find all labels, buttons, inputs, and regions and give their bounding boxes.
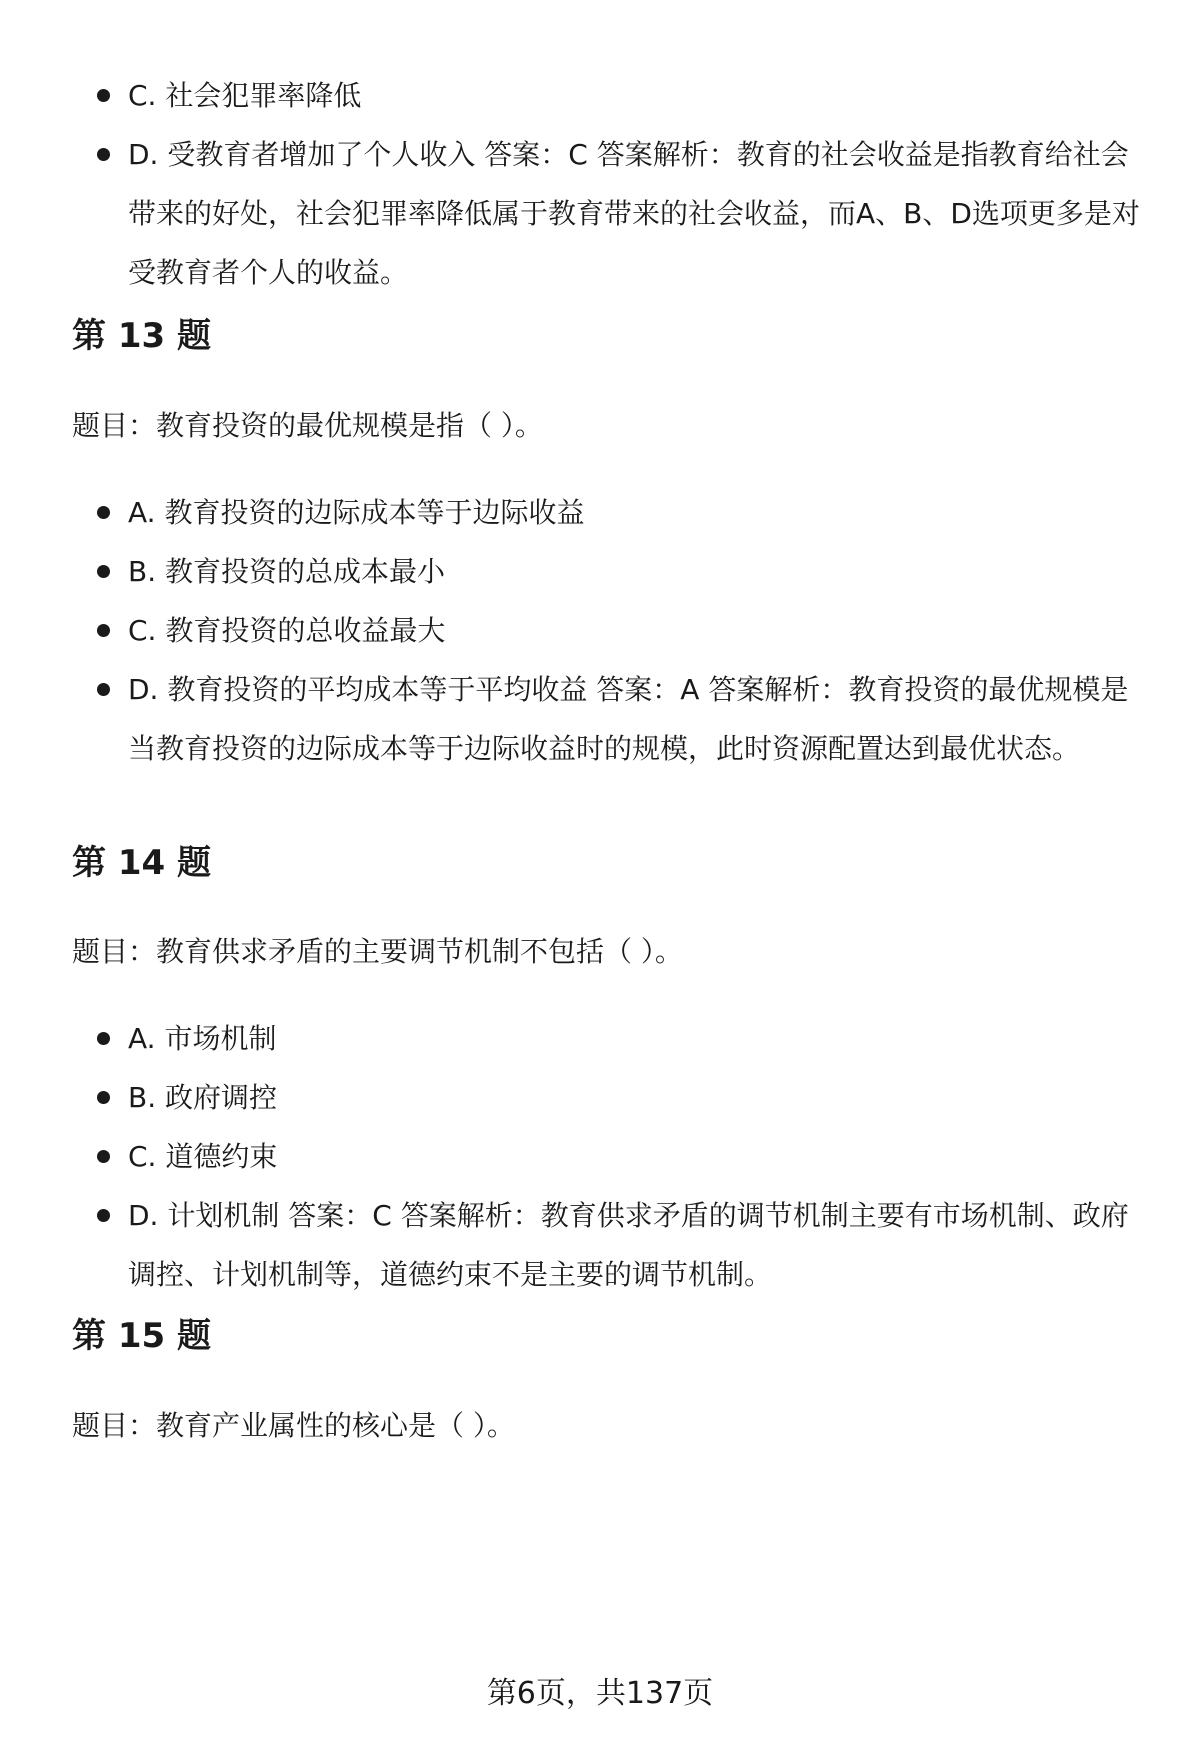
question-14-options: [0, 1009, 1200, 1304]
option-item: [0, 660, 1200, 778]
bullet-icon: [97, 1091, 110, 1104]
question-14-stem: 题目：教育供求矛盾的主要调节机制不包括（ ）。: [72, 935, 683, 968]
option-item: [0, 1009, 1200, 1068]
option-text: A. 市场机制: [128, 1022, 277, 1055]
option-text: B. 政府调控: [128, 1081, 278, 1114]
bullet-icon: [97, 624, 110, 637]
question-15-stem: 题目：教育产业属性的核心是（ ）。: [72, 1409, 515, 1442]
option-item: [0, 1068, 1200, 1127]
option-item: [0, 125, 1200, 302]
question-13-heading: 第 13 题: [72, 316, 211, 356]
option-item: [0, 483, 1200, 542]
option-item: [0, 1127, 1200, 1186]
question-13-stem: 题目：教育投资的最优规模是指（ ）。: [72, 409, 543, 442]
bullet-icon: [97, 148, 110, 161]
option-item: [0, 1186, 1200, 1304]
question-13-options: [0, 483, 1200, 778]
bullet-icon: [97, 506, 110, 519]
bullet-icon: [97, 1209, 110, 1222]
option-item: [0, 66, 1200, 125]
bullet-icon: [97, 683, 110, 696]
option-item: [0, 601, 1200, 660]
option-text: A. 教育投资的边际成本等于边际收益: [128, 496, 585, 529]
question-15-heading: 第 15 题: [72, 1316, 211, 1356]
bullet-icon: [97, 1150, 110, 1163]
option-text: B. 教育投资的总成本最小: [128, 555, 446, 588]
option-item: [0, 542, 1200, 601]
option-text: D. 受教育者增加了个人收入 答案：C 答案解析：教育的社会收益是指教育给社会带来的好处，社会犯罪率降低属于教育带来的社会收益，而A、B、D选项更多是对受教育者个人的收益。: [128, 138, 1140, 289]
option-text: C. 社会犯罪率降低: [128, 79, 362, 112]
option-text: C. 道德约束: [128, 1140, 278, 1173]
bullet-icon: [97, 89, 110, 102]
q12-continued-options: [0, 66, 1200, 302]
page-number-footer: 第6页，共137页: [486, 1676, 714, 1711]
bullet-icon: [97, 1032, 110, 1045]
option-text: D. 计划机制 答案：C 答案解析：教育供求矛盾的调节机制主要有市场机制、政府调控、计划机制等，道德约束不是主要的调节机制。: [128, 1199, 1129, 1291]
bullet-icon: [97, 565, 110, 578]
option-text: D. 教育投资的平均成本等于平均收益 答案：A 答案解析：教育投资的最优规模是当教育投资的边际成本等于边际收益时的规模，此时资源配置达到最优状态。: [128, 673, 1129, 765]
question-14-heading: 第 14 题: [72, 843, 211, 883]
option-text: C. 教育投资的总收益最大: [128, 614, 446, 647]
